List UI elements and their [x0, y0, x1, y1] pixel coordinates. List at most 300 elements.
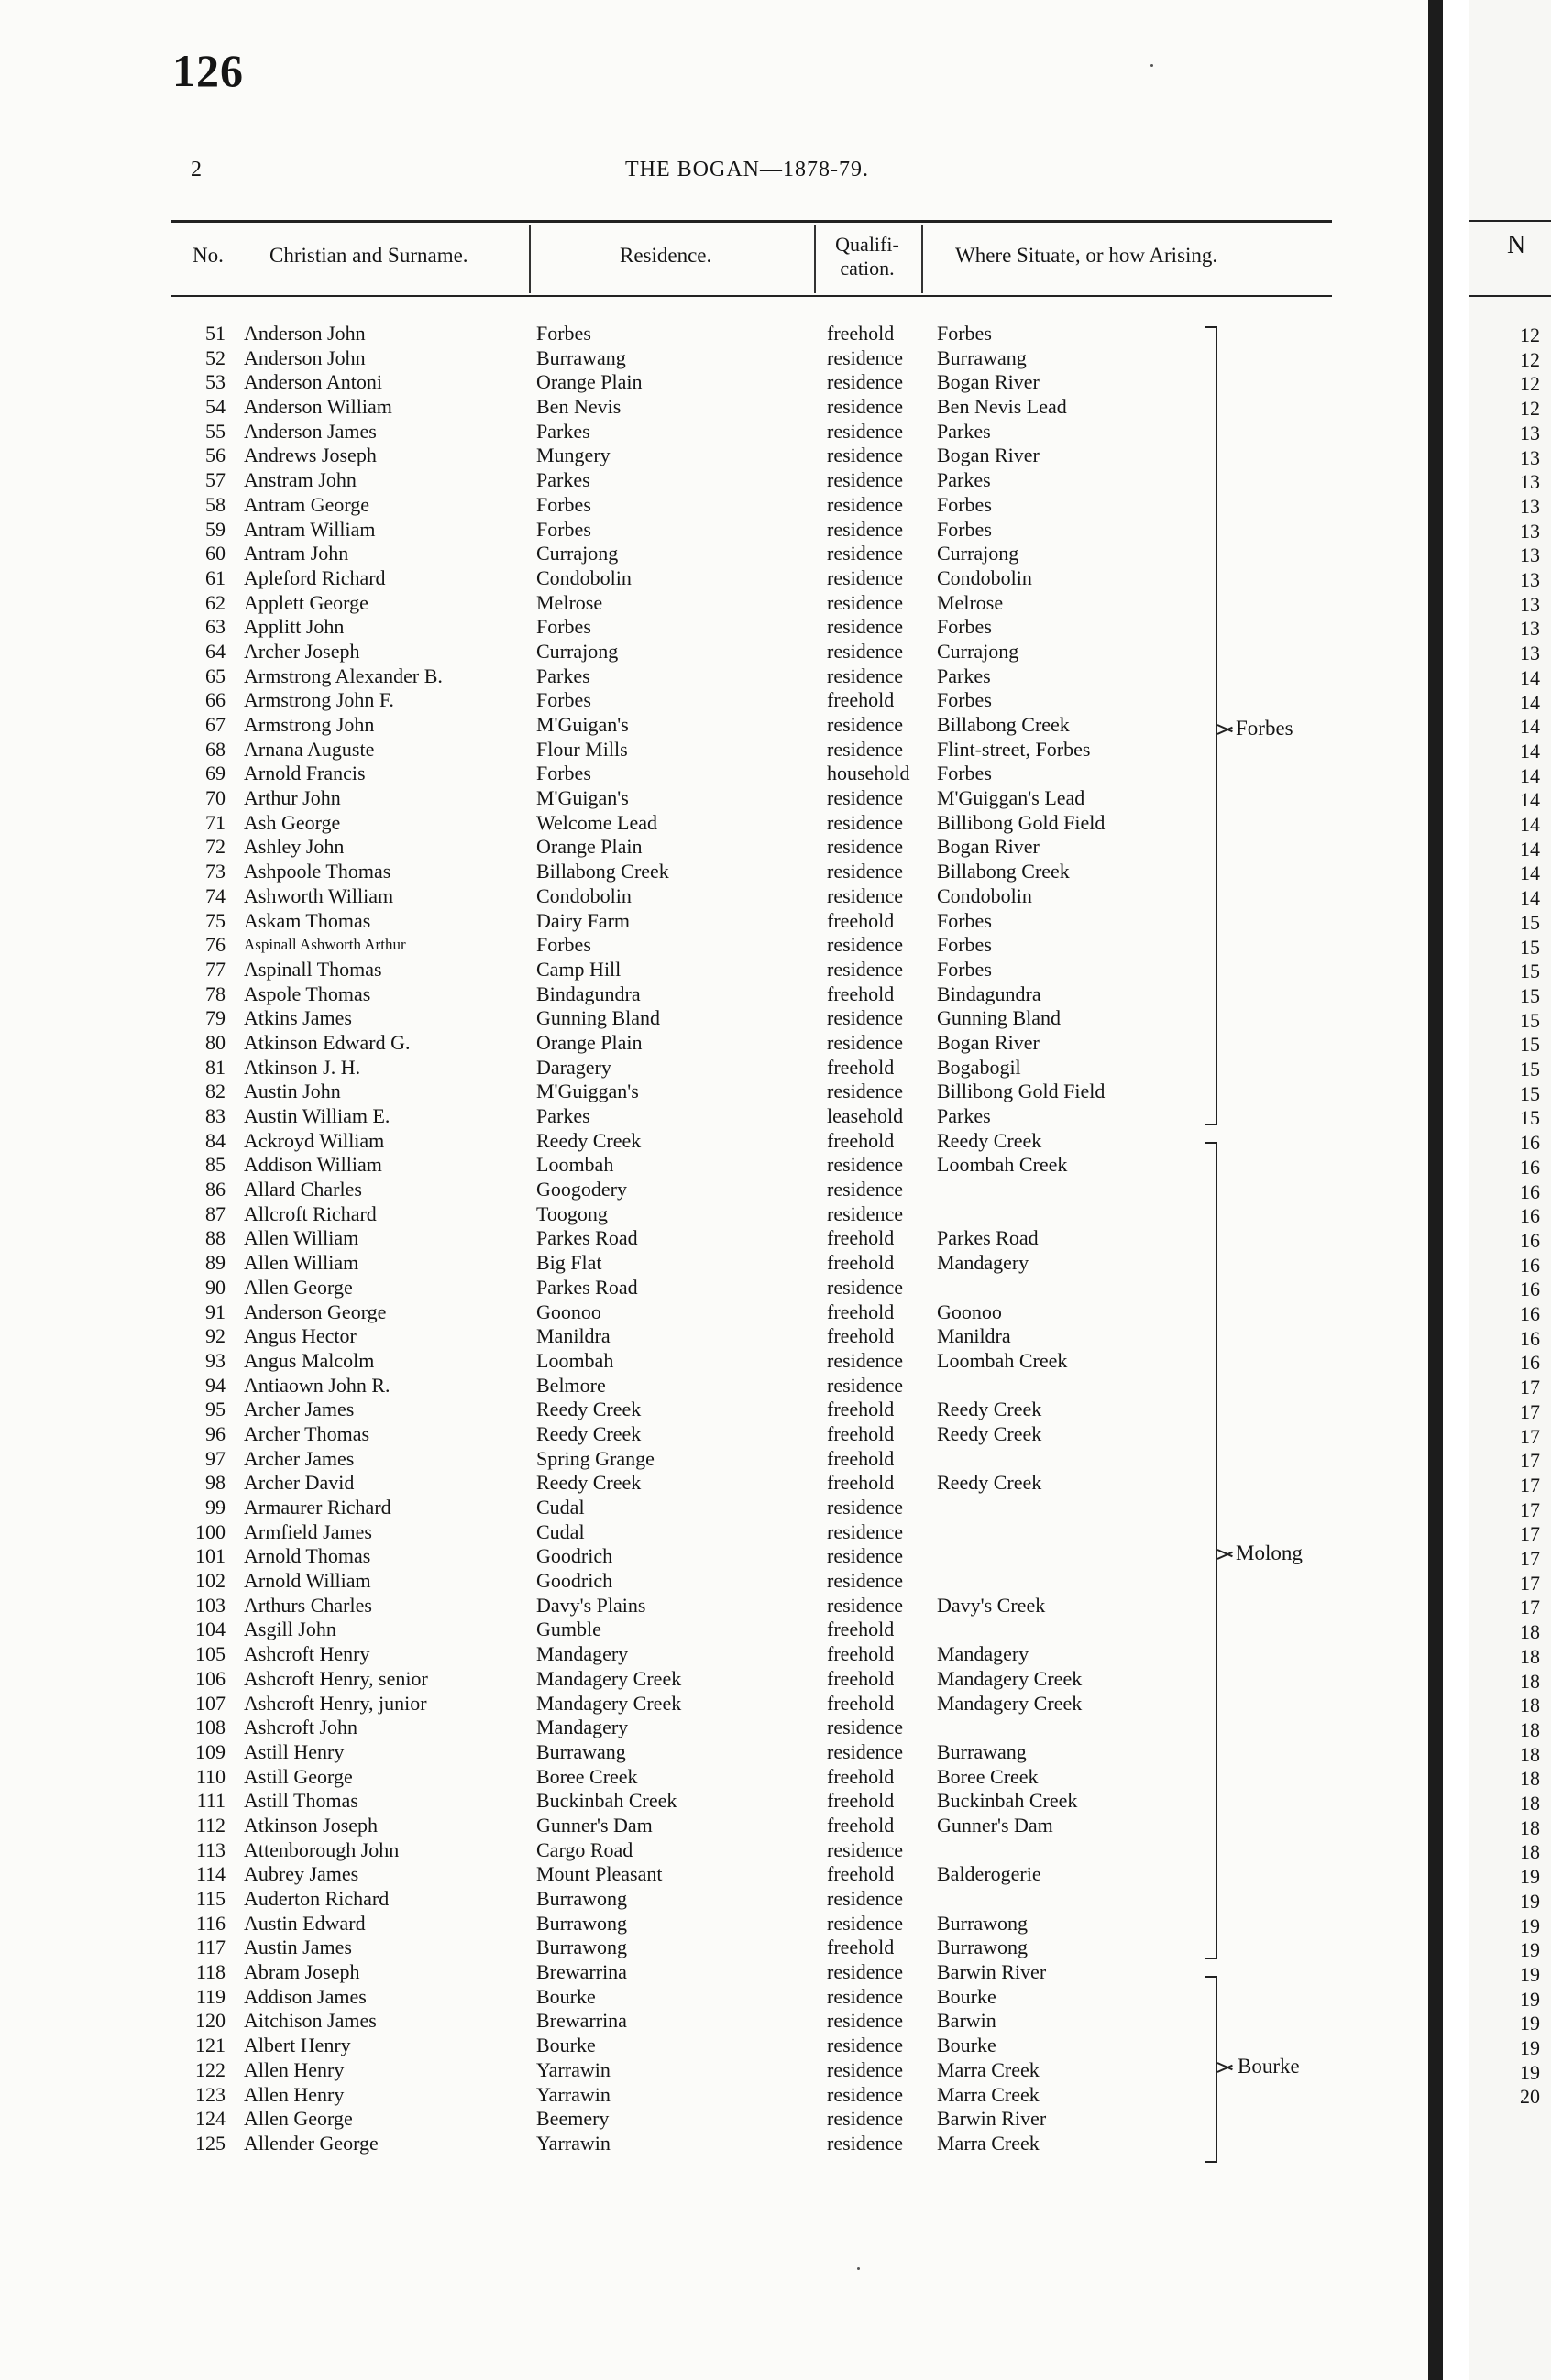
- entry-number: 80: [205, 1030, 226, 1054]
- residence: Condobolin: [536, 883, 632, 907]
- qualification: residence: [827, 957, 904, 981]
- qualification: freehold: [827, 1055, 895, 1079]
- entry-number: 81: [205, 1055, 226, 1079]
- residence: Googodery: [536, 1178, 627, 1201]
- qualification: residence: [827, 1496, 904, 1519]
- table-row: [0, 542, 1428, 566]
- adjacent-number: 13: [1520, 617, 1540, 641]
- entry-number: 74: [205, 883, 226, 907]
- entry-number: 87: [205, 1201, 226, 1225]
- adjacent-number: 15: [1520, 935, 1540, 959]
- table-row: [0, 958, 1428, 982]
- qualification: freehold: [827, 1618, 895, 1641]
- residence: Reedy Creek: [536, 1421, 642, 1445]
- where-situate: Buckinbah Creek: [937, 1789, 1078, 1813]
- residence: Reedy Creek: [536, 1128, 642, 1152]
- adjacent-number: 15: [1520, 1033, 1540, 1057]
- table-row: [0, 1667, 1428, 1692]
- adjacent-number: 18: [1520, 1669, 1540, 1693]
- voter-name: Ackroyd William: [244, 1128, 385, 1152]
- qualification: freehold: [827, 1813, 895, 1837]
- voter-name: Auderton Richard: [244, 1887, 390, 1910]
- where-situate: Manildra: [937, 1324, 1011, 1348]
- brace-cap: [1204, 1142, 1216, 1144]
- where-situate: Burrawong: [937, 1936, 1028, 1959]
- qualification: residence: [827, 835, 904, 859]
- adjacent-number: 13: [1520, 421, 1540, 444]
- qualification: freehold: [827, 1764, 895, 1788]
- entry-number: 94: [205, 1373, 226, 1397]
- voter-name: Archer James: [244, 1446, 355, 1470]
- table-row: [0, 420, 1428, 444]
- where-situate: Bindagundra: [937, 982, 1041, 1005]
- residence: Reedy Creek: [536, 1471, 642, 1495]
- table-row: [0, 2058, 1428, 2083]
- adjacent-rule-top: [1468, 220, 1551, 222]
- entry-number: 62: [205, 590, 226, 614]
- where-situate: Forbes: [937, 957, 992, 981]
- qualification: freehold: [827, 1789, 895, 1813]
- residence: Camp Hill: [536, 957, 622, 981]
- entry-number: 54: [205, 395, 226, 419]
- residence: Parkes: [536, 419, 590, 443]
- adjacent-number: 19: [1520, 1914, 1540, 1937]
- where-situate: Forbes: [937, 492, 992, 516]
- residence: Bourke: [536, 1984, 596, 2008]
- residence: Mandagery Creek: [536, 1691, 682, 1715]
- adjacent-number: 12: [1520, 397, 1540, 421]
- where-situate: Mandagery Creek: [937, 1666, 1083, 1690]
- adjacent-rule-bottom: [1468, 295, 1551, 297]
- table-row: [0, 1398, 1428, 1422]
- adjacent-number: 17: [1520, 1376, 1540, 1399]
- where-situate: Gunner's Dam: [937, 1813, 1053, 1837]
- voter-name: Arnold William: [244, 1569, 371, 1593]
- table-row: [0, 2107, 1428, 2132]
- where-situate: Bogan River: [937, 835, 1040, 859]
- qualification: freehold: [827, 1446, 895, 1470]
- table-row: [0, 1862, 1428, 1887]
- qualification: residence: [827, 468, 904, 492]
- table-row: [0, 1814, 1428, 1838]
- where-situate: Forbes: [937, 688, 992, 712]
- residence: Mount Pleasant: [536, 1862, 663, 1886]
- entry-number: 111: [196, 1789, 226, 1813]
- voter-name: Armstrong John: [244, 713, 375, 736]
- entry-number: 85: [205, 1153, 226, 1177]
- where-situate: Currajong: [937, 542, 1019, 565]
- adjacent-number: 15: [1520, 1008, 1540, 1032]
- qualification: residence: [827, 1960, 904, 1984]
- entry-number: 105: [195, 1642, 226, 1666]
- where-situate: Gunning Bland: [937, 1006, 1062, 1030]
- qualification: leasehold: [827, 1104, 904, 1127]
- entry-number: 120: [195, 2009, 226, 2033]
- table-row: [0, 1374, 1428, 1398]
- adjacent-number: 14: [1520, 886, 1540, 910]
- residence: Burrawong: [536, 1936, 627, 1959]
- voter-name: Ashcroft Henry: [244, 1642, 370, 1666]
- voter-name: Astill Thomas: [244, 1789, 358, 1813]
- brace-cap: [1204, 1124, 1216, 1125]
- voter-name: Allen Henry: [244, 2057, 345, 2081]
- qualification: freehold: [827, 1421, 895, 1445]
- adjacent-number: 16: [1520, 1179, 1540, 1203]
- adjacent-number: 19: [1520, 1938, 1540, 1962]
- entry-number: 73: [205, 860, 226, 883]
- table-row: [0, 909, 1428, 934]
- residence: Forbes: [536, 933, 591, 957]
- entry-number: 71: [205, 810, 226, 834]
- print-speck: [1150, 64, 1153, 67]
- qualification: residence: [827, 2034, 904, 2057]
- qualification: residence: [827, 492, 904, 516]
- qualification: freehold: [827, 1471, 895, 1495]
- column-header-where: Where Situate, or how Arising.: [955, 244, 1218, 267]
- entry-number: 57: [205, 468, 226, 492]
- voter-name: Astill George: [244, 1764, 353, 1788]
- adjacent-number: 16: [1520, 1302, 1540, 1325]
- qualification: freehold: [827, 1300, 895, 1323]
- residence: Goodrich: [536, 1544, 613, 1568]
- residence: Melrose: [536, 590, 603, 614]
- adjacent-number: 17: [1520, 1473, 1540, 1497]
- table-row: [0, 1716, 1428, 1740]
- adjacent-number: 14: [1520, 813, 1540, 836]
- voter-name: Austin Edward: [244, 1911, 366, 1935]
- residence: Forbes: [536, 762, 591, 785]
- where-situate: Barwin River: [937, 2107, 1047, 2131]
- entry-number: 65: [205, 664, 226, 687]
- residence: Orange Plain: [536, 835, 643, 859]
- entry-number: 93: [205, 1348, 226, 1372]
- voter-name: Askam Thomas: [244, 908, 371, 932]
- table-row: [0, 591, 1428, 616]
- adjacent-number: 18: [1520, 1620, 1540, 1644]
- qualification: residence: [827, 2057, 904, 2081]
- entry-number: 69: [205, 762, 226, 785]
- residence: Cargo Road: [536, 1837, 633, 1861]
- table-row: [0, 738, 1428, 762]
- adjacent-number: 19: [1520, 2060, 1540, 2084]
- voter-name: Antiaown John R.: [244, 1373, 390, 1397]
- adjacent-header-fragment: N: [1507, 231, 1526, 259]
- adjacent-number: 19: [1520, 1962, 1540, 1986]
- qualification: residence: [827, 1080, 904, 1103]
- where-situate: Parkes: [937, 419, 991, 443]
- adjacent-number: 17: [1520, 1547, 1540, 1570]
- column-divider: [529, 225, 531, 293]
- entry-number: 63: [205, 615, 226, 639]
- where-situate: Mandagery Creek: [937, 1691, 1083, 1715]
- table-row: [0, 688, 1428, 713]
- voter-name: Addison James: [244, 1984, 367, 2008]
- residence: Loombah: [536, 1348, 614, 1372]
- adjacent-number: 17: [1520, 1571, 1540, 1595]
- entry-number: 115: [195, 1887, 226, 1910]
- table-row: [0, 1838, 1428, 1863]
- where-situate: Barwin River: [937, 1960, 1047, 1984]
- residence: Burrawang: [536, 345, 626, 369]
- residence: Forbes: [536, 615, 591, 639]
- residence: Belmore: [536, 1373, 606, 1397]
- residence: Forbes: [536, 688, 591, 712]
- voter-name: Arnold Francis: [244, 762, 366, 785]
- table-row: [0, 713, 1428, 738]
- entry-number: 79: [205, 1006, 226, 1030]
- qualification: freehold: [827, 1226, 895, 1250]
- qualification: freehold: [827, 1862, 895, 1886]
- brace-cap: [1204, 1976, 1216, 1978]
- adjacent-number: 18: [1520, 1767, 1540, 1791]
- table-row: [0, 1618, 1428, 1642]
- voter-name: Aspinall Ashworth Arthur: [244, 936, 406, 954]
- adjacent-number: 20: [1520, 2085, 1540, 2109]
- voter-name: Antram William: [244, 517, 376, 541]
- column-header-name: Christian and Surname.: [270, 244, 468, 267]
- table-row: [0, 1520, 1428, 1545]
- voter-name: Armaurer Richard: [244, 1496, 391, 1519]
- page-gap: [1443, 0, 1468, 2380]
- table-row: [0, 664, 1428, 689]
- residence: Buckinbah Creek: [536, 1789, 677, 1813]
- column-header-residence: Residence.: [620, 244, 712, 267]
- adjacent-number: 16: [1520, 1228, 1540, 1252]
- qualification: residence: [827, 395, 904, 419]
- where-situate: M'Guiggan's Lead: [937, 786, 1085, 810]
- voter-name: Ashcroft Henry, junior: [244, 1691, 427, 1715]
- qualification: residence: [827, 1739, 904, 1763]
- voter-name: Arthurs Charles: [244, 1593, 372, 1617]
- entry-number: 82: [205, 1080, 226, 1103]
- voter-name: Anderson Antoni: [244, 370, 382, 394]
- where-situate: Billibong Gold Field: [937, 1080, 1106, 1103]
- table-row: [0, 1642, 1428, 1667]
- adjacent-number: 14: [1520, 837, 1540, 861]
- adjacent-number: 18: [1520, 1717, 1540, 1741]
- residence: Big Flat: [536, 1251, 602, 1275]
- table-row: [0, 2009, 1428, 2034]
- entry-number: 77: [205, 957, 226, 981]
- voter-name: Astill Henry: [244, 1739, 345, 1763]
- qualification: residence: [827, 370, 904, 394]
- adjacent-number: 12: [1520, 372, 1540, 396]
- entry-number: 59: [205, 517, 226, 541]
- adjacent-number: 18: [1520, 1694, 1540, 1717]
- adjacent-number: 17: [1520, 1399, 1540, 1423]
- voter-name: Arnold Thomas: [244, 1544, 371, 1568]
- residence: Dairy Farm: [536, 908, 631, 932]
- entry-number: 114: [195, 1862, 226, 1886]
- where-situate: Burrawong: [937, 1911, 1028, 1935]
- qualification: freehold: [827, 1691, 895, 1715]
- residence: Yarrawin: [536, 2057, 610, 2081]
- voter-name: Ashley John: [244, 835, 345, 859]
- qualification: freehold: [827, 1128, 895, 1152]
- qualification: residence: [827, 639, 904, 663]
- table-row: [0, 370, 1428, 395]
- where-situate: Burrawang: [937, 1739, 1027, 1763]
- where-situate: Goonoo: [937, 1300, 1002, 1323]
- entry-number: 118: [195, 1960, 226, 1984]
- voter-name: Anderson James: [244, 419, 377, 443]
- adjacent-number: 15: [1520, 983, 1540, 1007]
- residence: Davy's Plains: [536, 1593, 646, 1617]
- entry-number: 97: [205, 1446, 226, 1470]
- adjacent-number: 19: [1520, 2036, 1540, 2059]
- adjacent-number: 15: [1520, 910, 1540, 934]
- qualification: residence: [827, 1201, 904, 1225]
- voter-name: Austin John: [244, 1080, 341, 1103]
- where-situate: Reedy Creek: [937, 1128, 1042, 1152]
- voter-name: Allen Henry: [244, 2082, 345, 2106]
- voter-name: Allard Charles: [244, 1178, 362, 1201]
- entry-number: 88: [205, 1226, 226, 1250]
- adjacent-number: 14: [1520, 861, 1540, 885]
- residence: Goodrich: [536, 1569, 613, 1593]
- adjacent-number: 19: [1520, 1889, 1540, 1913]
- residence: Bourke: [536, 2034, 596, 2057]
- table-row: [0, 811, 1428, 836]
- adjacent-number: 16: [1520, 1278, 1540, 1301]
- voter-name: Archer James: [244, 1398, 355, 1421]
- where-situate: Forbes: [937, 762, 992, 785]
- voter-name: Anstram John: [244, 468, 357, 492]
- voter-name: Anderson George: [244, 1300, 387, 1323]
- voter-name: Austin William E.: [244, 1104, 390, 1127]
- qualification: residence: [827, 1275, 904, 1299]
- voter-name: Ashcroft Henry, senior: [244, 1666, 428, 1690]
- residence: Parkes: [536, 468, 590, 492]
- entry-number: 76: [205, 933, 226, 957]
- qualification: freehold: [827, 982, 895, 1005]
- residence: Burrawong: [536, 1911, 627, 1935]
- residence: Brewarrina: [536, 1960, 627, 1984]
- qualification: residence: [827, 517, 904, 541]
- running-head: THE BOGAN—1878-79.: [625, 158, 869, 181]
- qualification: residence: [827, 590, 904, 614]
- table-row: [0, 933, 1428, 958]
- adjacent-number: 16: [1520, 1253, 1540, 1277]
- table-row: [0, 860, 1428, 884]
- voter-name: Archer Joseph: [244, 639, 360, 663]
- entry-number: 68: [205, 737, 226, 761]
- group-label-forbes: Forbes: [1236, 717, 1293, 740]
- adjacent-number: 13: [1520, 592, 1540, 616]
- table-row: [0, 518, 1428, 543]
- residence: Brewarrina: [536, 2009, 627, 2033]
- where-situate: Billibong Gold Field: [937, 810, 1106, 834]
- where-situate: Boree Creek: [937, 1764, 1039, 1788]
- adjacent-number: 16: [1520, 1326, 1540, 1350]
- qualification: residence: [827, 1569, 904, 1593]
- voter-name: Armfield James: [244, 1519, 372, 1543]
- brace-cap: [1204, 326, 1216, 328]
- qualification: residence: [827, 1519, 904, 1543]
- residence: Manildra: [536, 1324, 610, 1348]
- table-row: [0, 835, 1428, 860]
- where-situate: Barwin: [937, 2009, 996, 2033]
- qualification: residence: [827, 1984, 904, 2008]
- qualification: residence: [827, 2131, 904, 2155]
- brace-cap: [1204, 1958, 1216, 1959]
- voter-name: Anderson John: [244, 322, 366, 345]
- adjacent-number: 12: [1520, 324, 1540, 346]
- where-situate: Bogan River: [937, 370, 1040, 394]
- residence: Gunning Bland: [536, 1006, 661, 1030]
- where-situate: Bourke: [937, 1984, 996, 2008]
- residence: Toogong: [536, 1201, 608, 1225]
- adjacent-number: 15: [1520, 960, 1540, 983]
- table-row: [0, 1569, 1428, 1594]
- qualification: residence: [827, 1544, 904, 1568]
- where-situate: Flint-street, Forbes: [937, 737, 1091, 761]
- table-row: [0, 566, 1428, 591]
- where-situate: Melrose: [937, 590, 1004, 614]
- voter-name: Arthur John: [244, 786, 341, 810]
- column-divider: [921, 225, 923, 293]
- adjacent-number: 13: [1520, 519, 1540, 543]
- voter-name: Ashworth William: [244, 883, 394, 907]
- qualification-line-2: cation.: [840, 257, 895, 280]
- table-row: [0, 1887, 1428, 1912]
- voter-name: Applitt John: [244, 615, 345, 639]
- qualification: freehold: [827, 1666, 895, 1690]
- entry-number: 58: [205, 492, 226, 516]
- voter-name: Antram John: [244, 542, 349, 565]
- header-rule-bottom: [171, 295, 1332, 297]
- table-row: [0, 2083, 1428, 2108]
- residence: Bindagundra: [536, 982, 641, 1005]
- adjacent-number: 19: [1520, 1865, 1540, 1889]
- residence: Gunner's Dam: [536, 1813, 653, 1837]
- where-situate: Forbes: [937, 933, 992, 957]
- voter-name: Aitchison James: [244, 2009, 377, 2033]
- adjacent-number: 14: [1520, 665, 1540, 689]
- entry-number: 116: [195, 1911, 226, 1935]
- qualification: residence: [827, 2082, 904, 2106]
- table-row: [0, 1765, 1428, 1790]
- residence: Daragery: [536, 1055, 611, 1079]
- entry-number: 70: [205, 786, 226, 810]
- table-row: [0, 346, 1428, 371]
- residence: Burrawong: [536, 1887, 627, 1910]
- where-situate: Balderogerie: [937, 1862, 1041, 1886]
- table-row: [0, 1985, 1428, 2010]
- residence: Forbes: [536, 492, 591, 516]
- table-row: [0, 1056, 1428, 1080]
- residence: M'Guigan's: [536, 786, 629, 810]
- qualification: freehold: [827, 322, 895, 345]
- voter-name: Aspinall Thomas: [244, 957, 382, 981]
- adjacent-number: 15: [1520, 1081, 1540, 1105]
- table-row: [0, 1422, 1428, 1447]
- table-row: [0, 1740, 1428, 1765]
- qualification: freehold: [827, 1251, 895, 1275]
- residence: Currajong: [536, 542, 619, 565]
- table-row: [0, 1912, 1428, 1936]
- table-row: [0, 493, 1428, 518]
- table-row: [0, 1202, 1428, 1227]
- adjacent-number: 18: [1520, 1792, 1540, 1815]
- adjacent-number: 12: [1520, 347, 1540, 371]
- where-situate: Forbes: [937, 615, 992, 639]
- where-situate: Reedy Creek: [937, 1471, 1042, 1495]
- table-row: [0, 1006, 1428, 1031]
- entry-number: 96: [205, 1421, 226, 1445]
- qualification: residence: [827, 1887, 904, 1910]
- voter-name: Addison William: [244, 1153, 382, 1177]
